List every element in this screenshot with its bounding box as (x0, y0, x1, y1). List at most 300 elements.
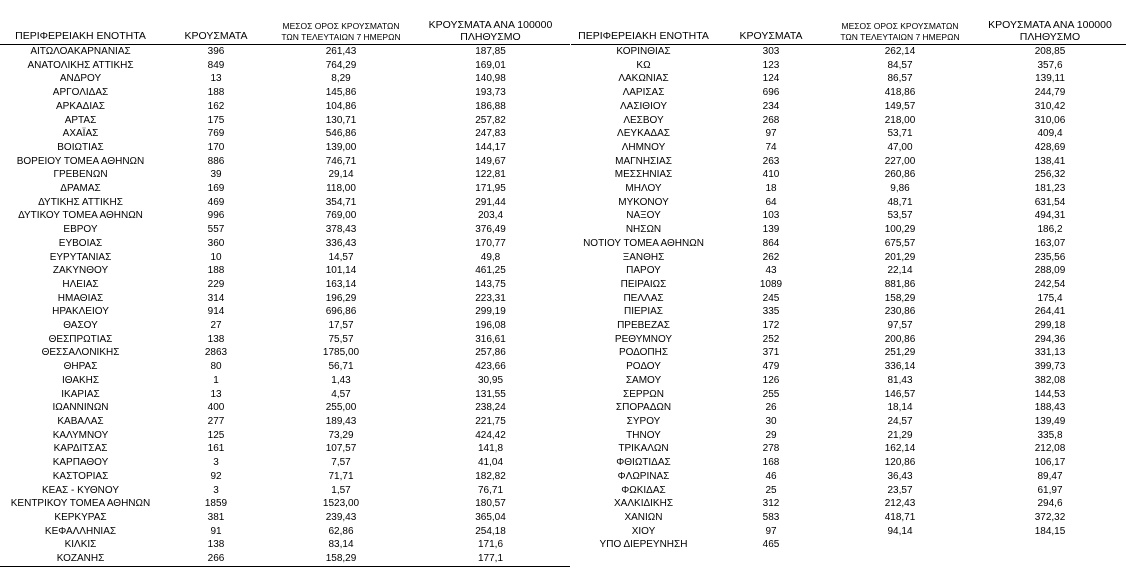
cases-cell: 97 (765, 525, 777, 537)
avg-7-days-cell: 24,57 (887, 415, 913, 427)
cases-cell: 769 (207, 128, 225, 140)
region-cell: ΧΑΛΚΙΔΙΚΗΣ (614, 498, 673, 510)
cases-cell: 103 (762, 210, 780, 222)
avg-7-days-cell: 120,86 (884, 457, 916, 469)
cases-cell: 1 (213, 374, 219, 386)
cases-cell: 43 (765, 265, 777, 277)
region-cell: ΑΡΤΑΣ (64, 114, 97, 126)
table-row (571, 497, 1126, 511)
per-100k-cell: 257,82 (475, 114, 506, 126)
cases-cell: 74 (765, 141, 777, 153)
avg-7-days-cell: 336,43 (325, 237, 357, 249)
cases-cell: 123 (762, 59, 780, 71)
per-100k-cell: 186,2 (1037, 224, 1063, 236)
right-table-body (571, 45, 1126, 553)
cases-cell: 229 (207, 278, 225, 290)
region-cell: ΗΡΑΚΛΕΙΟΥ (52, 306, 109, 318)
region-cell: ΔΡΑΜΑΣ (60, 183, 101, 195)
cases-cell: 138 (207, 539, 225, 551)
cases-cell: 46 (765, 470, 777, 482)
per-100k-cell: 288,09 (1034, 265, 1066, 277)
cases-cell: 97 (765, 128, 777, 140)
header-per100k-line2: ΠΛΗΘΥΣΜΟ (1019, 31, 1081, 43)
region-cell: ΘΕΣΠΡΩΤΙΑΣ (48, 333, 113, 345)
region-cell: ΛΑΣΙΘΙΟΥ (620, 100, 667, 112)
header-avg-7-days (271, 0, 411, 45)
avg-7-days-cell: 769,00 (325, 210, 357, 222)
region-cell: ΓΡΕΒΕΝΩΝ (53, 169, 108, 181)
cases-cell: 849 (207, 59, 225, 71)
cases-cell: 169 (207, 183, 225, 195)
cases-cell: 161 (207, 443, 225, 455)
table-row (0, 141, 570, 155)
region-cell: ΚΟΖΑΝΗΣ (56, 553, 105, 565)
region-cell: ΚΑΡΔΙΤΣΑΣ (53, 443, 108, 455)
region-cell: ΚΕΡΚΥΡΑΣ (54, 511, 107, 523)
cases-cell: 234 (762, 100, 780, 112)
table-row (0, 333, 570, 347)
table-row (571, 429, 1126, 443)
table-row (571, 484, 1126, 498)
avg-7-days-cell: 260,86 (884, 169, 916, 181)
avg-7-days-cell: 53,57 (887, 210, 913, 222)
cases-cell: 252 (762, 333, 780, 345)
table-row (0, 59, 570, 73)
cases-cell: 162 (207, 100, 225, 112)
table-row (571, 114, 1126, 128)
avg-7-days-cell: 418,86 (884, 87, 916, 99)
per-100k-cell: 182,82 (475, 470, 506, 482)
region-cell: ΣΠΟΡΑΔΩΝ (615, 402, 672, 414)
region-cell: ΠΡΕΒΕΖΑΣ (617, 320, 670, 332)
cases-cell: 381 (207, 511, 225, 523)
avg-7-days-cell: 97,57 (887, 320, 913, 332)
cases-cell: 1859 (204, 498, 228, 510)
cases-cell: 26 (765, 402, 777, 414)
cases-cell: 583 (762, 511, 780, 523)
per-100k-cell: 171,95 (475, 183, 506, 195)
avg-7-days-cell: 1785,00 (322, 347, 360, 359)
avg-7-days-cell: 118,00 (326, 183, 356, 195)
region-cell: ΑΙΤΩΛΟΑΚΑΡΝΑΝΙΑΣ (30, 46, 131, 57)
per-100k-cell: 235,56 (1034, 251, 1066, 263)
region-cell: ΛΑΚΩΝΙΑΣ (618, 73, 669, 85)
region-cell: ΚΙΛΚΙΣ (64, 539, 97, 551)
cases-cell: 10 (210, 251, 222, 263)
per-100k-cell: 310,42 (1034, 100, 1066, 112)
avg-7-days-cell: 53,71 (887, 128, 913, 140)
cases-cell: 696 (762, 87, 780, 99)
avg-7-days-cell: 230,86 (884, 306, 916, 318)
per-100k-cell: 212,08 (1034, 443, 1066, 455)
table-row (571, 100, 1126, 114)
cases-cell: 266 (207, 553, 225, 565)
per-100k-cell: 106,17 (1034, 457, 1066, 469)
table-row (0, 456, 570, 470)
per-100k-cell: 316,61 (475, 333, 506, 345)
left-table-body (0, 45, 570, 567)
table-row (571, 264, 1126, 278)
region-cell: ΤΡΙΚΑΛΩΝ (618, 443, 669, 455)
table-row (571, 292, 1126, 306)
header-per-100k (411, 0, 570, 45)
avg-7-days-cell: 18,14 (887, 402, 913, 414)
avg-7-days-cell: 104,86 (325, 100, 357, 112)
per-100k-cell: 196,08 (475, 320, 506, 332)
cases-cell: 360 (207, 237, 225, 249)
table-row (0, 429, 570, 443)
per-100k-cell: 76,71 (477, 484, 504, 496)
region-cell: ΜΗΛΟΥ (625, 183, 662, 195)
per-100k-cell: 169,01 (475, 59, 506, 71)
avg-7-days-cell: 86,57 (887, 73, 913, 85)
table-row (571, 72, 1126, 86)
per-100k-cell: 203,4 (477, 210, 504, 222)
per-100k-cell: 331,13 (1034, 347, 1066, 359)
table-row (571, 333, 1126, 347)
table-row (571, 319, 1126, 333)
avg-7-days-cell: 189,43 (325, 415, 357, 427)
table-row (0, 127, 570, 141)
table-row (571, 59, 1126, 73)
per-100k-cell: 144,17 (475, 141, 506, 153)
per-100k-cell (974, 538, 1126, 552)
avg-7-days-cell: 696,86 (325, 306, 357, 318)
per-100k-cell: 122,81 (475, 169, 506, 181)
avg-7-days-cell: 218,00 (884, 114, 916, 126)
avg-7-days-cell: 62,86 (328, 525, 354, 537)
table-row (0, 360, 570, 374)
table-row (0, 374, 570, 388)
avg-7-days-cell: 149,57 (884, 100, 916, 112)
cases-cell: 277 (207, 415, 225, 427)
region-cell: ΜΑΓΝΗΣΙΑΣ (615, 155, 672, 167)
cases-cell: 13 (210, 73, 222, 85)
region-cell: ΛΕΣΒΟΥ (623, 114, 664, 126)
table-row (571, 360, 1126, 374)
cases-cell: 91 (210, 525, 222, 537)
avg-7-days-cell: 81,43 (887, 374, 913, 386)
per-100k-cell: 171,6 (477, 539, 504, 551)
table-row (0, 196, 570, 210)
avg-7-days-cell: 336,14 (884, 361, 916, 373)
region-cell: ΥΠΟ ΔΙΕΡΕΥΝΗΣΗ (599, 539, 688, 551)
region-cell: ΚΑΛΥΜΝΟΥ (52, 429, 109, 441)
region-cell: ΡΟΔΟΠΗΣ (618, 347, 669, 359)
cases-cell: 3 (213, 457, 219, 469)
avg-7-days-cell: 9,86 (890, 183, 910, 195)
cases-cell: 18 (765, 183, 777, 195)
table-row (0, 114, 570, 128)
cases-cell: 245 (762, 292, 780, 304)
per-100k-cell: 30,95 (477, 374, 504, 386)
region-cell: ΝΗΣΩΝ (625, 224, 662, 236)
header-avg-line2: ΤΩΝ ΤΕΛΕΥΤΑΙΩΝ 7 ΗΜΕΡΩΝ (281, 32, 401, 42)
per-100k-cell: 294,6 (1037, 498, 1063, 510)
cases-cell: 914 (207, 306, 225, 318)
table-row (0, 251, 570, 265)
region-cell: ΘΑΣΟΥ (63, 320, 98, 332)
avg-7-days-cell: 83,14 (328, 539, 354, 551)
per-100k-cell: 372,32 (1034, 511, 1066, 523)
per-100k-cell: 143,75 (475, 278, 506, 290)
per-100k-cell: 186,88 (475, 100, 506, 112)
region-cell: ΘΕΣΣΑΛΟΝΙΚΗΣ (41, 347, 120, 359)
region-cell: ΕΥΡΥΤΑΝΙΑΣ (49, 251, 112, 263)
per-100k-cell: 244,79 (1034, 87, 1066, 99)
cases-cell: 168 (762, 457, 780, 469)
right-table (571, 0, 1126, 552)
per-100k-cell: 299,19 (475, 306, 506, 318)
header-avg-line1: ΜΕΣΟΣ ΟΡΟΣ ΚΡΟΥΣΜΑΤΩΝ (841, 21, 959, 31)
avg-7-days-cell: 200,86 (884, 333, 916, 345)
per-100k-cell: 409,4 (1037, 128, 1063, 140)
header-row (0, 0, 570, 45)
header-cases: ΚΡΟΥΣΜΑΤΑ (739, 30, 803, 42)
avg-7-days-cell: 17,57 (328, 320, 354, 332)
header-avg-line1: ΜΕΣΟΣ ΟΡΟΣ ΚΡΟΥΣΜΑΤΩΝ (282, 21, 400, 31)
avg-7-days-cell: 1,43 (331, 374, 351, 386)
header-per-100k (974, 0, 1126, 45)
avg-7-days-cell: 23,57 (887, 484, 913, 496)
region-cell: ΣΕΡΡΩΝ (623, 388, 664, 400)
avg-7-days-cell: 261,43 (325, 46, 357, 57)
cases-cell: 30 (765, 415, 777, 427)
avg-7-days-cell: 158,29 (884, 292, 916, 304)
table-row (571, 209, 1126, 223)
table-row (0, 415, 570, 429)
cases-cell: 170 (207, 141, 225, 153)
avg-7-days-cell: 145,86 (325, 87, 357, 99)
cases-cell: 303 (762, 46, 780, 57)
region-cell: ΕΥΒΟΙΑΣ (58, 237, 103, 249)
region-cell: ΜΕΣΣΗΝΙΑΣ (614, 169, 673, 181)
table-row (571, 401, 1126, 415)
region-cell: ΧΑΝΙΩΝ (624, 511, 663, 523)
per-100k-cell: 256,32 (1034, 169, 1066, 181)
table-row (571, 168, 1126, 182)
per-100k-cell: 238,24 (475, 402, 506, 414)
table-row (0, 552, 570, 566)
per-100k-cell: 180,57 (475, 498, 506, 510)
avg-7-days-cell: 21,29 (887, 429, 913, 441)
cases-cell: 25 (765, 484, 777, 496)
table-row (0, 401, 570, 415)
header-avg-7-days (826, 0, 974, 45)
per-100k-cell: 357,6 (1037, 59, 1063, 71)
per-100k-cell: 376,49 (475, 224, 506, 236)
avg-7-days-cell: 47,00 (887, 141, 913, 153)
avg-7-days-cell: 139,00 (325, 141, 357, 153)
avg-7-days-cell: 239,43 (325, 511, 357, 523)
avg-7-days-cell: 378,43 (325, 224, 357, 236)
cases-cell: 175 (207, 114, 225, 126)
avg-7-days-cell: 163,14 (325, 278, 357, 290)
avg-7-days-cell: 36,43 (887, 470, 913, 482)
table-row (0, 484, 570, 498)
table-row (571, 278, 1126, 292)
cases-cell: 27 (210, 320, 222, 332)
table-row (0, 86, 570, 100)
table-row (571, 511, 1126, 525)
table-row (571, 538, 1126, 552)
per-100k-cell: 139,49 (1034, 415, 1066, 427)
cases-cell: 13 (210, 388, 222, 400)
region-cell: ΣΑΜΟΥ (625, 374, 662, 386)
per-100k-cell: 221,75 (475, 415, 506, 427)
table-row (571, 388, 1126, 402)
table-row (0, 442, 570, 456)
cases-cell: 335 (762, 306, 780, 318)
per-100k-cell: 131,55 (475, 388, 506, 400)
cases-cell: 996 (207, 210, 225, 222)
table-row (0, 470, 570, 484)
per-100k-cell: 257,86 (475, 347, 506, 359)
header-per100k-line2: ΠΛΗΘΥΣΜΟ (460, 31, 521, 43)
cases-cell: 262 (762, 251, 780, 263)
region-cell: ΠΙΕΡΙΑΣ (624, 306, 663, 318)
per-100k-cell: 144,53 (1034, 388, 1066, 400)
cases-cell: 80 (210, 361, 222, 373)
per-100k-cell: 184,15 (1034, 525, 1066, 537)
header-region: ΠΕΡΙΦΕΡΕΙΑΚΗ ΕΝΟΤΗΤΑ (578, 30, 709, 42)
region-cell: ΙΩΑΝΝΙΝΩΝ (52, 402, 109, 414)
cases-cell: 465 (762, 539, 780, 551)
cases-cell: 396 (207, 46, 225, 57)
per-100k-cell: 242,54 (1034, 278, 1066, 290)
table-row (571, 45, 1126, 59)
per-100k-cell: 188,43 (1034, 402, 1066, 414)
table-row (571, 196, 1126, 210)
region-cell: ΚΑΡΠΑΘΟΥ (52, 457, 109, 469)
avg-7-days-cell: 48,71 (887, 196, 913, 208)
table-row (0, 182, 570, 196)
region-cell: ΡΕΘΥΜΝΟΥ (614, 333, 673, 345)
cases-cell: 278 (762, 443, 780, 455)
cases-cell: 864 (762, 237, 780, 249)
avg-7-days-cell: 158,29 (325, 553, 357, 565)
region-cell: ΦΘΙΩΤΙΔΑΣ (616, 457, 671, 469)
avg-7-days-cell: 146,57 (884, 388, 916, 400)
table-row (0, 388, 570, 402)
cases-cell: 268 (762, 114, 780, 126)
region-cell: ΝΑΞΟΥ (626, 210, 661, 222)
avg-7-days-cell: 1523,00 (322, 498, 360, 510)
region-cell: ΧΙΟΥ (631, 525, 656, 537)
cases-cell: 400 (207, 402, 225, 414)
table-row (0, 278, 570, 292)
region-cell: ΚΕΝΤΡΙΚΟΥ ΤΟΜΕΑ ΑΘΗΝΩΝ (10, 498, 151, 510)
per-100k-cell: 424,42 (475, 429, 506, 441)
region-cell: ΚΟΡΙΝΘΙΑΣ (616, 46, 671, 57)
per-100k-cell: 41,04 (477, 457, 504, 469)
per-100k-cell: 208,85 (1034, 46, 1066, 57)
table-row (571, 141, 1126, 155)
cases-cell: 125 (207, 429, 225, 441)
table-row (0, 292, 570, 306)
left-table (0, 0, 570, 567)
cases-cell: 3 (213, 484, 219, 496)
region-cell: ΗΛΕΙΑΣ (62, 278, 99, 290)
table-row (571, 127, 1126, 141)
table-row (0, 305, 570, 319)
region-cell: ΒΟΙΩΤΙΑΣ (57, 141, 104, 153)
cases-cell: 139 (762, 224, 780, 236)
table-row (571, 415, 1126, 429)
table-row (0, 525, 570, 539)
avg-7-days-cell: 546,86 (325, 128, 357, 140)
per-100k-cell: 299,18 (1034, 320, 1066, 332)
per-100k-cell: 49,8 (480, 251, 501, 263)
per-100k-cell: 310,06 (1034, 114, 1066, 126)
table-row (0, 511, 570, 525)
per-100k-cell: 138,41 (1034, 155, 1066, 167)
per-100k-cell: 139,11 (1035, 73, 1065, 85)
region-cell: ΔΥΤΙΚΗΣ ΑΤΤΙΚΗΣ (38, 196, 123, 208)
region-cell: ΑΧΑΪΑΣ (62, 128, 99, 140)
cases-cell: 410 (762, 169, 780, 181)
region-cell: ΑΝΑΤΟΛΙΚΗΣ ΑΤΤΙΚΗΣ (27, 59, 134, 71)
table-row (571, 525, 1126, 539)
avg-7-days-cell: 162,14 (884, 443, 916, 455)
region-cell: ΒΟΡΕΙΟΥ ΤΟΜΕΑ ΑΘΗΝΩΝ (16, 155, 145, 167)
avg-7-days-cell: 675,57 (884, 237, 916, 249)
avg-7-days-cell: 56,71 (328, 361, 354, 373)
table-row (571, 223, 1126, 237)
region-cell: ΛΑΡΙΣΑΣ (622, 87, 665, 99)
avg-7-days-cell: 201,29 (884, 251, 916, 263)
region-cell: ΣΥΡΟΥ (626, 415, 661, 427)
avg-7-days-cell: 73,29 (328, 429, 354, 441)
region-cell: ΙΚΑΡΙΑΣ (61, 388, 100, 400)
cases-cell: 886 (207, 155, 225, 167)
region-cell: ΞΑΝΘΗΣ (622, 251, 665, 263)
region-cell: ΤΗΝΟΥ (626, 429, 661, 441)
per-100k-cell: 247,83 (475, 128, 506, 140)
header-per100k-line1: ΚΡΟΥΣΜΑΤΑ ΑΝΑ 100000 (988, 19, 1112, 31)
region-cell: ΘΗΡΑΣ (63, 361, 98, 373)
per-100k-cell: 423,66 (475, 361, 506, 373)
per-100k-cell: 264,41 (1034, 306, 1066, 318)
per-100k-cell: 187,85 (475, 46, 506, 57)
avg-7-days-cell: 251,29 (884, 347, 916, 359)
avg-7-days-cell: 84,57 (887, 59, 913, 71)
cases-cell: 138 (207, 333, 225, 345)
header-cases: ΚΡΟΥΣΜΑΤΑ (184, 30, 248, 42)
cases-cell: 172 (762, 320, 780, 332)
per-100k-cell: 254,18 (475, 525, 506, 537)
cases-cell: 469 (207, 196, 225, 208)
table-row (0, 168, 570, 182)
table-row (0, 155, 570, 169)
avg-7-days-cell: 22,14 (887, 265, 913, 277)
avg-7-days-cell: 227,00 (884, 155, 916, 167)
avg-7-days-cell: 1,57 (331, 484, 351, 496)
region-cell: ΝΟΤΙΟΥ ΤΟΜΕΑ ΑΘΗΝΩΝ (583, 237, 704, 249)
cases-cell: 188 (207, 265, 225, 277)
region-cell: ΖΑΚΥΝΘΟΥ (52, 265, 109, 277)
region-cell: ΠΕΛΛΑΣ (623, 292, 664, 304)
per-100k-cell: 177,1 (477, 553, 504, 565)
avg-7-days-cell: 418,71 (884, 511, 916, 523)
per-100k-cell: 399,73 (1034, 361, 1066, 373)
per-100k-cell: 335,8 (1037, 429, 1063, 441)
per-100k-cell: 163,07 (1034, 237, 1066, 249)
table-row (571, 155, 1126, 169)
header-row (571, 0, 1126, 45)
table-row (0, 264, 570, 278)
avg-7-days-cell: 75,57 (328, 333, 354, 345)
